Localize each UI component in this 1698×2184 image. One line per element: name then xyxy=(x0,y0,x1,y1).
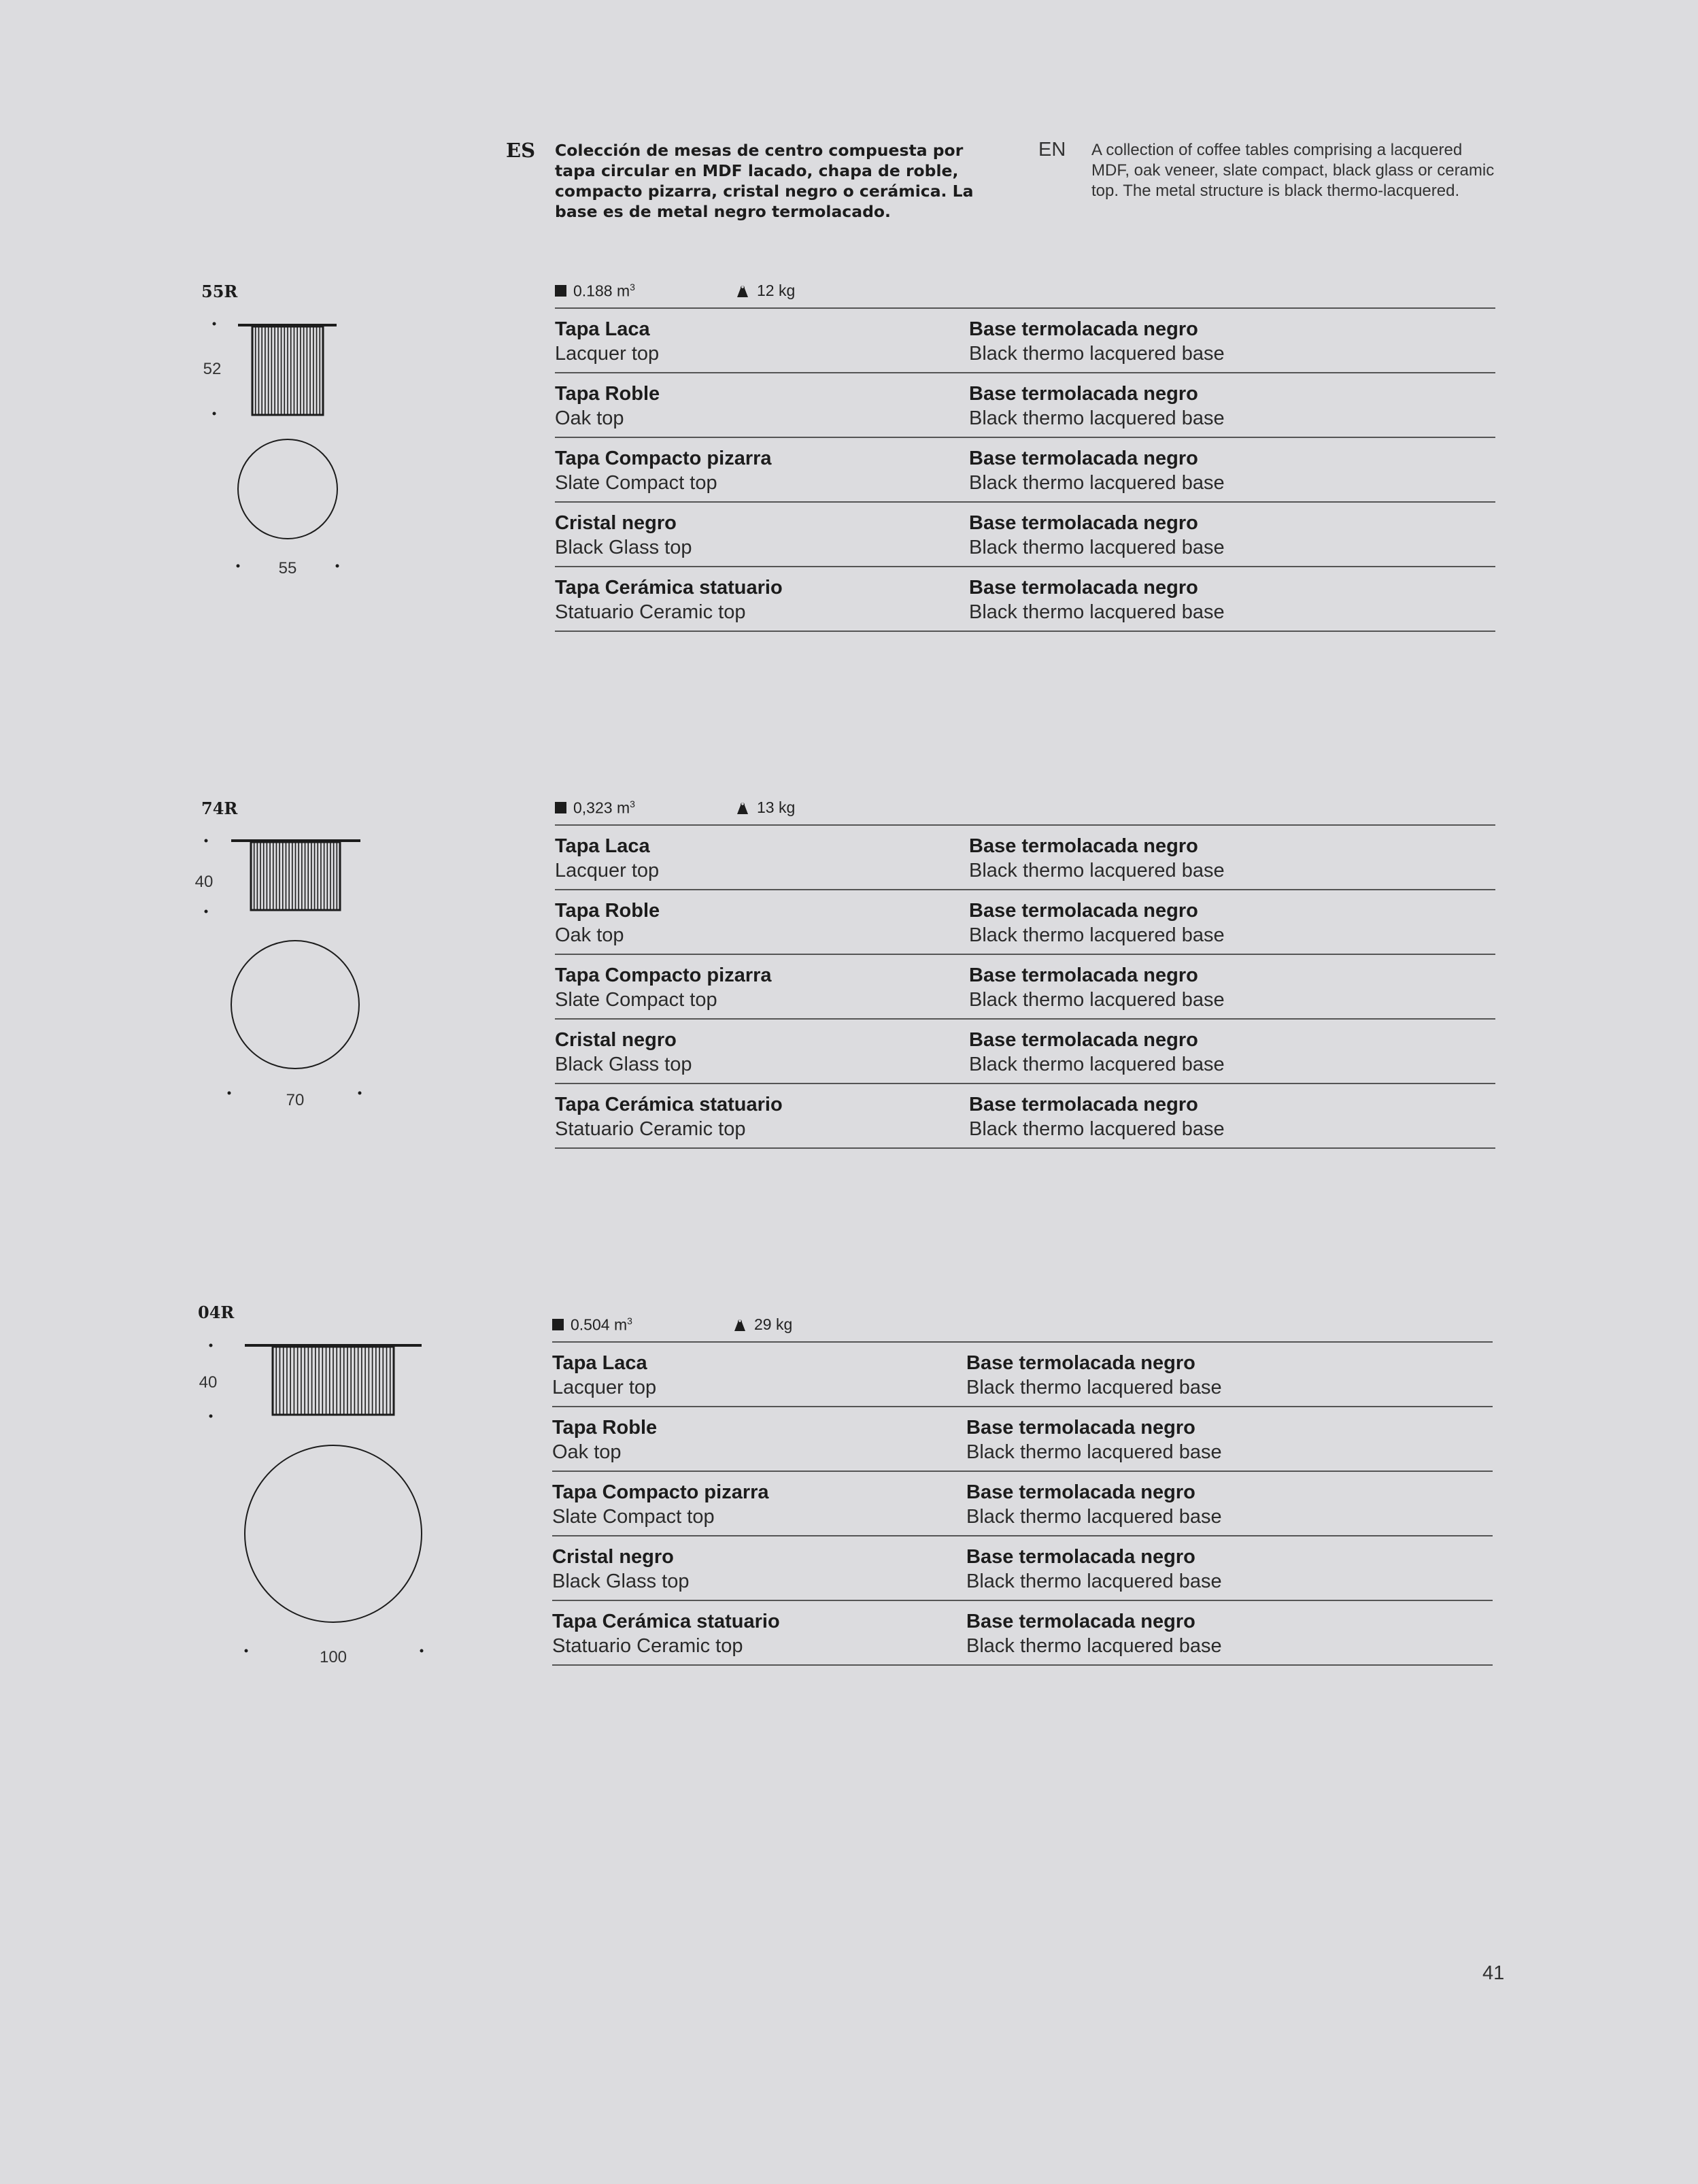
spec-table xyxy=(552,1341,1493,1666)
volume-value: 0.188 m xyxy=(573,282,630,300)
base-finish-cell xyxy=(966,1480,1222,1529)
side-view-drawing xyxy=(231,839,360,910)
top-finish-es: Cristal negro xyxy=(555,1029,677,1051)
weight-value: 12 kg xyxy=(757,282,796,299)
spec-row xyxy=(555,503,1495,567)
base-finish-cell xyxy=(969,963,1225,1012)
volume-unit-superscript: 3 xyxy=(630,282,635,292)
side-view-drawing xyxy=(238,324,337,415)
top-finish-cell xyxy=(555,446,772,495)
height-dimension-label: 40 xyxy=(194,873,214,891)
base-finish-es: Base termolacada negro xyxy=(969,900,1198,922)
spec-row xyxy=(555,373,1495,438)
spec-row xyxy=(552,1472,1493,1536)
top-finish-cell xyxy=(552,1480,769,1529)
base-finish-en: Black thermo lacquered base xyxy=(966,1441,1222,1463)
top-finish-es: Tapa Laca xyxy=(552,1352,647,1374)
weight-icon xyxy=(735,284,750,298)
top-finish-cell xyxy=(555,382,660,431)
base-finish-es: Base termolacada negro xyxy=(969,1029,1198,1051)
top-finish-en: Oak top xyxy=(555,407,624,429)
volume-info xyxy=(555,799,635,818)
top-finish-es: Tapa Laca xyxy=(555,835,650,857)
base-finish-es: Base termolacada negro xyxy=(969,964,1198,986)
top-finish-cell xyxy=(555,317,659,366)
volume-icon xyxy=(555,285,566,297)
base-finish-en: Black thermo lacquered base xyxy=(969,1054,1225,1075)
top-finish-en: Oak top xyxy=(552,1441,622,1463)
base-finish-es: Base termolacada negro xyxy=(966,1481,1195,1503)
top-finish-cell xyxy=(555,511,692,560)
shipping-info xyxy=(552,1315,960,1336)
top-finish-es: Cristal negro xyxy=(555,512,677,534)
weight-value: 29 kg xyxy=(754,1315,793,1333)
base-finish-en: Black thermo lacquered base xyxy=(969,343,1225,365)
diameter-dimension-label: 55 xyxy=(278,559,297,577)
base-finish-cell xyxy=(969,834,1225,883)
base-finish-es: Base termolacada negro xyxy=(966,1611,1195,1632)
top-finish-en: Statuario Ceramic top xyxy=(555,601,746,623)
intro-language-es: ES xyxy=(506,139,536,162)
base-finish-cell xyxy=(966,1545,1222,1594)
top-finish-cell xyxy=(555,1028,692,1077)
top-finish-en: Slate Compact top xyxy=(552,1506,715,1528)
base-finish-en: Black thermo lacquered base xyxy=(966,1377,1222,1398)
top-finish-cell xyxy=(552,1351,656,1400)
intro-description-en: A collection of coffee tables comprising a lacquered MDF, oak veneer, slate compact, black glass or ceramic top. The metal structure is black thermo-lacquered. xyxy=(1091,141,1495,200)
top-finish-es: Tapa Roble xyxy=(552,1417,658,1439)
spec-row xyxy=(555,309,1495,373)
top-finish-cell xyxy=(555,575,783,624)
base-finish-cell xyxy=(969,1028,1225,1077)
diameter-dimension-label: 70 xyxy=(286,1091,305,1109)
top-finish-es: Tapa Roble xyxy=(555,383,660,405)
base-finish-en: Black thermo lacquered base xyxy=(969,407,1225,429)
top-finish-en: Statuario Ceramic top xyxy=(552,1635,743,1657)
volume-unit-superscript: 3 xyxy=(630,799,635,809)
top-finish-en: Lacquer top xyxy=(555,343,660,365)
base-finish-en: Black thermo lacquered base xyxy=(969,472,1225,494)
base-finish-es: Base termolacada negro xyxy=(969,318,1198,340)
base-finish-es: Base termolacada negro xyxy=(969,1094,1198,1115)
side-view-drawing xyxy=(245,1344,422,1415)
base-finish-en: Black thermo lacquered base xyxy=(969,989,1225,1011)
volume-icon xyxy=(555,802,566,813)
base-finish-es: Base termolacada negro xyxy=(969,835,1198,857)
base-finish-cell xyxy=(966,1351,1222,1400)
spec-row xyxy=(552,1407,1493,1472)
weight-icon xyxy=(732,1318,747,1332)
spec-row xyxy=(555,1084,1495,1149)
top-view-drawing xyxy=(245,1445,422,1622)
spec-row xyxy=(555,955,1495,1020)
base-finish-cell xyxy=(969,575,1225,624)
top-finish-cell xyxy=(555,898,660,947)
product-code: 74R xyxy=(201,799,238,818)
product-code: 55R xyxy=(201,282,238,301)
top-finish-es: Tapa Compacto pizarra xyxy=(552,1481,769,1503)
spec-row xyxy=(555,567,1495,632)
top-finish-en: Black Glass top xyxy=(552,1570,690,1592)
product-section-74r xyxy=(0,799,1698,1179)
top-finish-es: Tapa Compacto pizarra xyxy=(555,964,772,986)
top-finish-cell xyxy=(552,1415,657,1464)
base-finish-es: Base termolacada negro xyxy=(969,577,1198,599)
base-finish-es: Base termolacada negro xyxy=(966,1352,1195,1374)
top-finish-en: Oak top xyxy=(555,924,624,946)
volume-info xyxy=(555,282,635,301)
top-finish-es: Tapa Cerámica statuario xyxy=(552,1611,780,1632)
top-finish-en: Lacquer top xyxy=(552,1377,657,1398)
intro-language-en: EN xyxy=(1038,139,1066,161)
base-finish-cell xyxy=(969,382,1225,431)
spec-row xyxy=(552,1343,1493,1407)
base-finish-es: Base termolacada negro xyxy=(966,1417,1195,1439)
top-finish-en: Slate Compact top xyxy=(555,472,717,494)
spec-row xyxy=(552,1601,1493,1666)
table-drawing xyxy=(0,799,490,1152)
shipping-info xyxy=(555,282,963,302)
top-finish-cell xyxy=(555,963,772,1012)
weight-info xyxy=(732,1315,792,1334)
base-finish-cell xyxy=(969,898,1225,947)
volume-value: 0.504 m xyxy=(571,1315,628,1334)
height-dimension-label: 40 xyxy=(199,1373,218,1392)
base-finish-cell xyxy=(969,1092,1225,1141)
base-finish-en: Black thermo lacquered base xyxy=(969,924,1225,946)
base-finish-en: Black thermo lacquered base xyxy=(969,860,1225,881)
top-finish-es: Tapa Roble xyxy=(555,900,660,922)
spec-row xyxy=(555,438,1495,503)
spec-row xyxy=(555,890,1495,955)
intro-description-es: Colección de mesas de centro compuesta por tapa circular en MDF lacado, chapa de roble, compacto pizarra, cristal negro o cerámica. La base es de metal negro termolacado. xyxy=(555,141,974,221)
spec-row xyxy=(555,1020,1495,1084)
top-finish-es: Tapa Cerámica statuario xyxy=(555,1094,783,1115)
weight-info xyxy=(735,799,795,817)
top-finish-es: Tapa Cerámica statuario xyxy=(555,577,783,599)
base-finish-en: Black thermo lacquered base xyxy=(966,1570,1222,1592)
spec-table xyxy=(555,824,1495,1149)
top-finish-es: Cristal negro xyxy=(552,1546,674,1568)
spec-table xyxy=(555,307,1495,632)
volume-icon xyxy=(552,1319,564,1330)
base-finish-cell xyxy=(969,446,1225,495)
height-dimension-label: 52 xyxy=(203,360,222,378)
top-finish-en: Statuario Ceramic top xyxy=(555,1118,746,1140)
weight-value: 13 kg xyxy=(757,799,796,816)
base-finish-cell xyxy=(966,1609,1222,1658)
base-finish-cell xyxy=(969,317,1225,366)
base-finish-es: Base termolacada negro xyxy=(969,383,1198,405)
product-code: 04R xyxy=(198,1303,235,1322)
volume-unit-superscript: 3 xyxy=(627,1315,632,1326)
spec-row xyxy=(555,826,1495,890)
top-view-drawing xyxy=(231,941,359,1069)
table-drawing xyxy=(0,1315,490,1669)
base-finish-en: Black thermo lacquered base xyxy=(966,1506,1222,1528)
product-section-04r xyxy=(0,1303,1698,1696)
base-finish-cell xyxy=(969,511,1225,560)
base-finish-es: Base termolacada negro xyxy=(966,1546,1195,1568)
page-number: 41 xyxy=(1482,1962,1505,1984)
top-finish-cell xyxy=(552,1545,689,1594)
top-finish-cell xyxy=(552,1609,780,1658)
top-view-drawing xyxy=(238,439,337,539)
top-finish-es: Tapa Compacto pizarra xyxy=(555,448,772,469)
top-finish-en: Lacquer top xyxy=(555,860,660,881)
weight-info xyxy=(735,282,795,300)
base-finish-es: Base termolacada negro xyxy=(969,512,1198,534)
volume-value: 0,323 m xyxy=(573,799,630,817)
base-finish-en: Black thermo lacquered base xyxy=(969,601,1225,623)
shipping-info xyxy=(555,799,963,819)
base-finish-cell xyxy=(966,1415,1222,1464)
base-finish-en: Black thermo lacquered base xyxy=(966,1635,1222,1657)
diameter-dimension-label: 100 xyxy=(319,1648,347,1666)
top-finish-cell xyxy=(555,834,659,883)
product-section-55r xyxy=(0,282,1698,662)
weight-icon xyxy=(735,801,750,815)
spec-row xyxy=(552,1536,1493,1601)
volume-info xyxy=(552,1315,632,1334)
top-finish-en: Slate Compact top xyxy=(555,989,717,1011)
top-finish-cell xyxy=(555,1092,783,1141)
base-finish-en: Black thermo lacquered base xyxy=(969,537,1225,558)
top-finish-es: Tapa Laca xyxy=(555,318,650,340)
base-finish-en: Black thermo lacquered base xyxy=(969,1118,1225,1140)
table-drawing xyxy=(0,282,490,635)
top-finish-en: Black Glass top xyxy=(555,1054,692,1075)
top-finish-en: Black Glass top xyxy=(555,537,692,558)
base-finish-es: Base termolacada negro xyxy=(969,448,1198,469)
